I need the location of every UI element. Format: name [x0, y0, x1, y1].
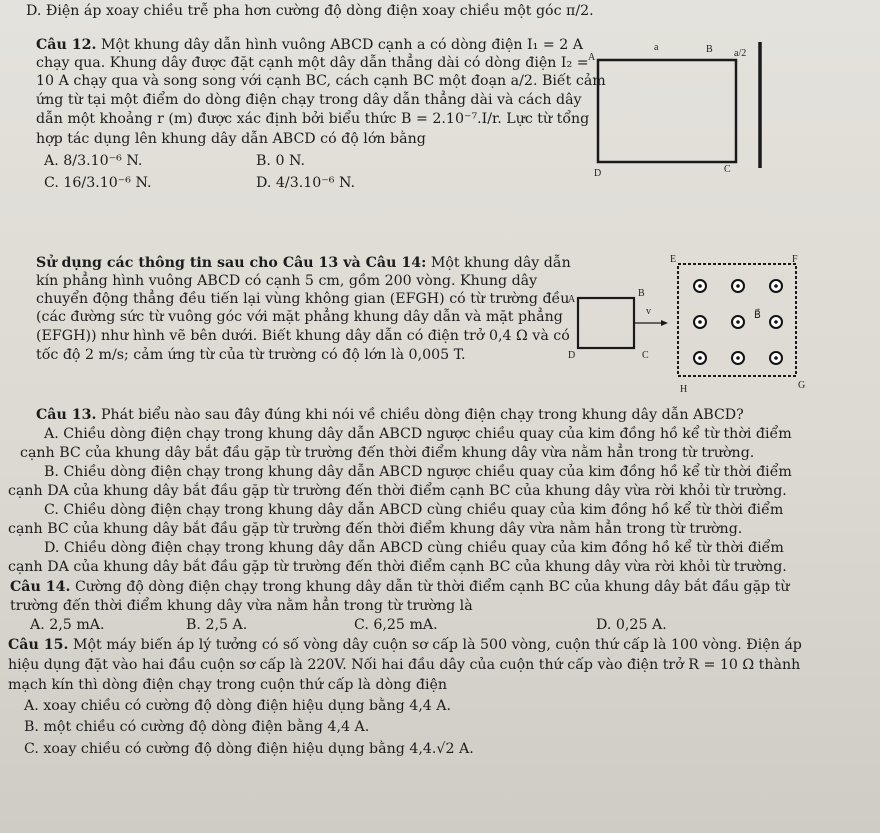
q12-line-1: Câu 12. Một khung dây dẫn hình vuông ABCD cạnh a có dòng điện I₁ = 2 A [36, 37, 584, 53]
fig2-label-e: E [670, 254, 677, 265]
q13-option-a-1: A. Chiều dòng điện chạy trong khung dây dẫn ABCD ngược chiều quay của kim đồng hồ kể từ thời điểm [44, 426, 792, 442]
q13-option-b-2: cạnh DA của khung dây bắt đầu gặp từ trường đến thời điểm cạnh BC của khung dây vừa rời khỏi từ trường. [8, 483, 787, 499]
q12-option-b: B. 0 N. [256, 153, 305, 169]
fig2-label-c: C [642, 350, 649, 361]
q15-option-c: C. xoay chiều có cường độ dòng điện hiệu dụng bằng 4,4.√2 A. [24, 741, 474, 757]
q14-option-c: C. 6,25 mA. [354, 617, 438, 633]
fig2-label-h: H [680, 384, 688, 395]
fig2-label-v: v [646, 306, 651, 317]
q14-option-a: A. 2,5 mA. [30, 617, 105, 633]
fig2-label-f: F [792, 254, 798, 265]
q12-fig-label-side: a [654, 42, 659, 53]
q13-option-d-2: cạnh DA của khung dây bắt đầu gặp từ trường đến thời điểm cạnh BC của khung dây vừa rời khỏi từ trường. [8, 559, 787, 575]
q12-line-6: hợp tác dụng lên khung dây dẫn ABCD có độ lớn bằng [36, 131, 426, 147]
intro-line-5: (EFGH)) như hình vẽ bên dưới. Biết khung dây dẫn có điện trở 0,4 Ω và có [36, 328, 570, 344]
fig2-label-b: B [638, 288, 645, 299]
q11-option-d: D. Điện áp xoay chiều trễ pha hơn cường độ dòng điện xoay chiều một góc π/2. [26, 3, 594, 19]
q15-option-a: A. xoay chiều có cường độ dòng điện hiệu dụng bằng 4,4 A. [24, 698, 452, 714]
q13-option-c-2: cạnh BC của khung dây bắt đầu gặp từ trường đến thời điểm khung dây vừa nằm hẳn trong từ trường. [8, 521, 743, 537]
frame-abcd [578, 298, 634, 348]
q13-option-b-1: B. Chiều dòng điện chạy trong khung dây dẫn ABCD ngược chiều quay của kim đồng hồ kể từ thời điểm [44, 464, 792, 480]
intro-line-6: tốc độ 2 m/s; cảm ứng từ của từ trường có độ lớn là 0,005 T. [36, 347, 466, 363]
intro-line-2: kín phẳng hình vuông ABCD có cạnh 5 cm, gồm 200 vòng. Khung dây [36, 273, 538, 289]
q14-line-1: Câu 14. Cường độ dòng điện chạy trong khung dây dẫn từ thời điểm cạnh BC của khung dây bắt đầu gặp từ [10, 579, 790, 595]
fig2-label-a: A [568, 294, 576, 305]
q14-option-d: D. 0,25 A. [596, 617, 667, 633]
q12-fig-label-d: D [594, 168, 602, 179]
q12-fig-label-half: a/2 [734, 48, 747, 59]
intro-line-3: chuyển động thẳng đều tiến lại vùng không gian (EFGH) có từ trường đều [36, 291, 570, 307]
q12-option-a: A. 8/3.10⁻⁶ N. [44, 153, 143, 169]
q13-option-d-1: D. Chiều dòng điện chạy trong khung dây dẫn ABCD cùng chiều quay của kim đồng hồ kể từ thời điểm [44, 540, 784, 556]
q12-option-d: D. 4/3.10⁻⁶ N. [256, 175, 355, 191]
q12-line-4: ứng từ tại một điểm do dòng điện chạy trong dây dẫn thẳng dài và cách dây [36, 92, 582, 108]
q13-stem: Câu 13. Phát biểu nào sau đây đúng khi nói về chiều dòng điện chạy trong khung dây dẫn ABCD? [36, 407, 744, 423]
q14-option-b: B. 2,5 A. [186, 617, 248, 633]
q15-line-1: Câu 15. Một máy biến áp lý tưởng có số vòng dây cuộn sơ cấp là 500 vòng, cuộn thứ cấp là 100 vòng. Điện áp [8, 637, 802, 653]
q12-option-c: C. 16/3.10⁻⁶ N. [44, 175, 152, 191]
intro-label: Sử dụng các thông tin sau cho Câu 13 và Câu 14: [36, 255, 427, 271]
intro-line-1: Sử dụng các thông tin sau cho Câu 13 và Câu 14: Một khung dây dẫn [36, 255, 571, 271]
q13-option-a-2: cạnh BC của khung dây bắt đầu gặp từ trường đến thời điểm khung dây vừa nằm hẳn trong từ trường. [20, 445, 755, 461]
velocity-arrowhead [661, 320, 668, 326]
q12-label: Câu 12. [36, 37, 97, 53]
magnetic-field-figure [568, 254, 808, 404]
q15-label: Câu 15. [8, 637, 69, 653]
square-frame-abcd [598, 60, 736, 162]
q13-label: Câu 13. [36, 407, 97, 423]
fig2-label-d: D [568, 350, 576, 361]
q15-line-2: hiệu dụng đặt vào hai đầu cuộn sơ cấp là 220V. Nối hai đầu dây của cuộn thứ cấp vào điện trở R = 10 Ω thành [8, 657, 801, 673]
intro-line-4: (các đường sức từ vuông góc với mặt phẳng khung dây dẫn và mặt phẳng [36, 309, 563, 325]
q12-line-5: dẫn một khoảng r (m) được xác định bởi biểu thức B = 2.10⁻⁷.I/r. Lực từ tổng [36, 111, 590, 127]
q14-label: Câu 14. [10, 579, 71, 595]
q15-line-3: mạch kín thì dòng điện chạy trong cuộn thứ cấp là dòng điện [8, 677, 448, 693]
q12-fig-label-a: A [588, 52, 596, 63]
fig2-label-bvec: B⃗ [754, 310, 761, 321]
q15-option-b: B. một chiều có cường độ dòng điện bằng 4,4 A. [24, 719, 370, 735]
q12-line-2: chạy qua. Khung dây được đặt cạnh một dây dẫn thẳng dài có dòng điện I₂ = [36, 55, 589, 71]
fig2-label-g: G [798, 380, 806, 391]
q13-option-c-1: C. Chiều dòng điện chạy trong khung dây dẫn ABCD cùng chiều quay của kim đồng hồ kể từ thời điểm [44, 502, 784, 518]
q14-line-2: trường đến thời điểm khung dây vừa nằm hẳn trong từ trường là [10, 598, 473, 614]
q12-fig-label-c: C [724, 164, 731, 175]
q12-line-3: 10 A chạy qua và song song với cạnh BC, cách cạnh BC một đoạn a/2. Biết cảm [36, 73, 606, 89]
q12-figure [588, 36, 788, 179]
q12-fig-label-b: B [706, 44, 713, 55]
